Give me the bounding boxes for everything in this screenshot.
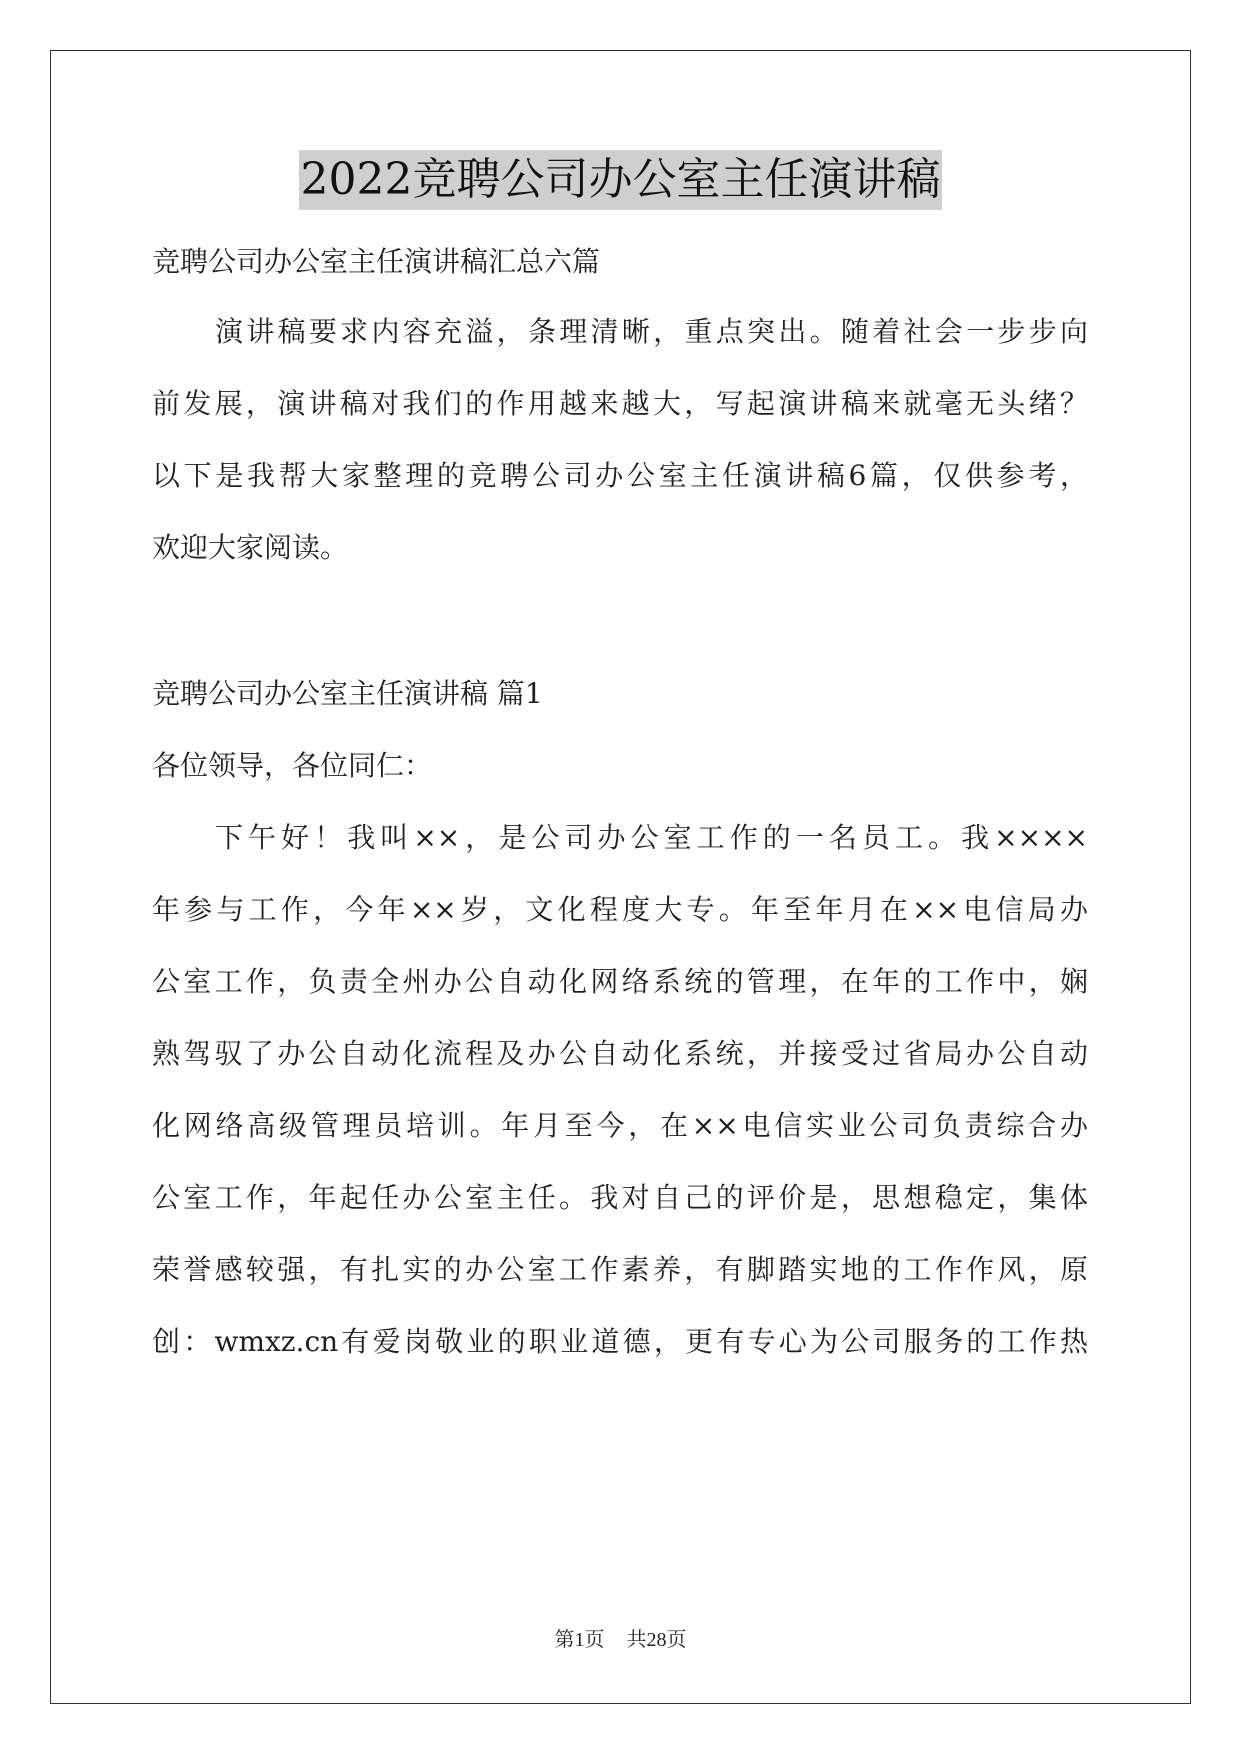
intro-line-4: 欢迎大家阅读。 bbox=[152, 531, 349, 564]
intro-line-3: 以下是我帮大家整理的竞聘公司办公室主任演讲稿6篇，仅供参考， bbox=[152, 459, 1088, 492]
page-number: 第1页 bbox=[554, 1629, 605, 1651]
page-border bbox=[50, 50, 1191, 1704]
body-line-6: 公室工作，年起任办公室主任。我对自己的评价是，思想稳定，集体 bbox=[152, 1181, 1088, 1214]
body-line-4: 熟驾驭了办公自动化流程及办公自动化系统，并接受过省局办公自动 bbox=[152, 1037, 1088, 1070]
intro-line-1: 演讲稿要求内容充溢，条理清晰，重点突出。随着社会一步步向 bbox=[215, 315, 1088, 348]
intro-line-2: 前发展，演讲稿对我们的作用越来越大，写起演讲稿来就毫无头绪？ bbox=[152, 387, 1088, 420]
body-line-2: 年参与工作，今年××岁，文化程度大专。年至年月在××电信局办 bbox=[152, 893, 1088, 926]
body-line-7: 荣誉感较强，有扎实的办公室工作素养，有脚踏实地的工作作风，原 bbox=[152, 1253, 1088, 1286]
body-line-8: 创：wmxz.cn有爱岗敬业的职业道德，更有专心为公司服务的工作热 bbox=[152, 1325, 1088, 1358]
salutation: 各位领导，各位同仁： bbox=[152, 749, 433, 782]
document-title: 2022竞聘公司办公室主任演讲稿 bbox=[299, 150, 943, 210]
body-line-5: 化网络高级管理员培训。年月至今，在××电信实业公司负责综合办 bbox=[152, 1109, 1088, 1142]
document-subtitle: 竞聘公司办公室主任演讲稿汇总六篇 bbox=[152, 245, 601, 278]
body-line-1: 下午好！我叫××，是公司办公室工作的一名员工。我×××× bbox=[215, 821, 1088, 854]
title-container bbox=[0, 150, 1241, 210]
body-line-3: 公室工作，负责全州办公自动化网络系统的管理，在年的工作中，娴 bbox=[152, 965, 1088, 998]
page-footer bbox=[0, 1626, 1241, 1654]
section-heading: 竞聘公司办公室主任演讲稿 篇1 bbox=[152, 677, 543, 710]
page-total: 共28页 bbox=[626, 1629, 687, 1651]
